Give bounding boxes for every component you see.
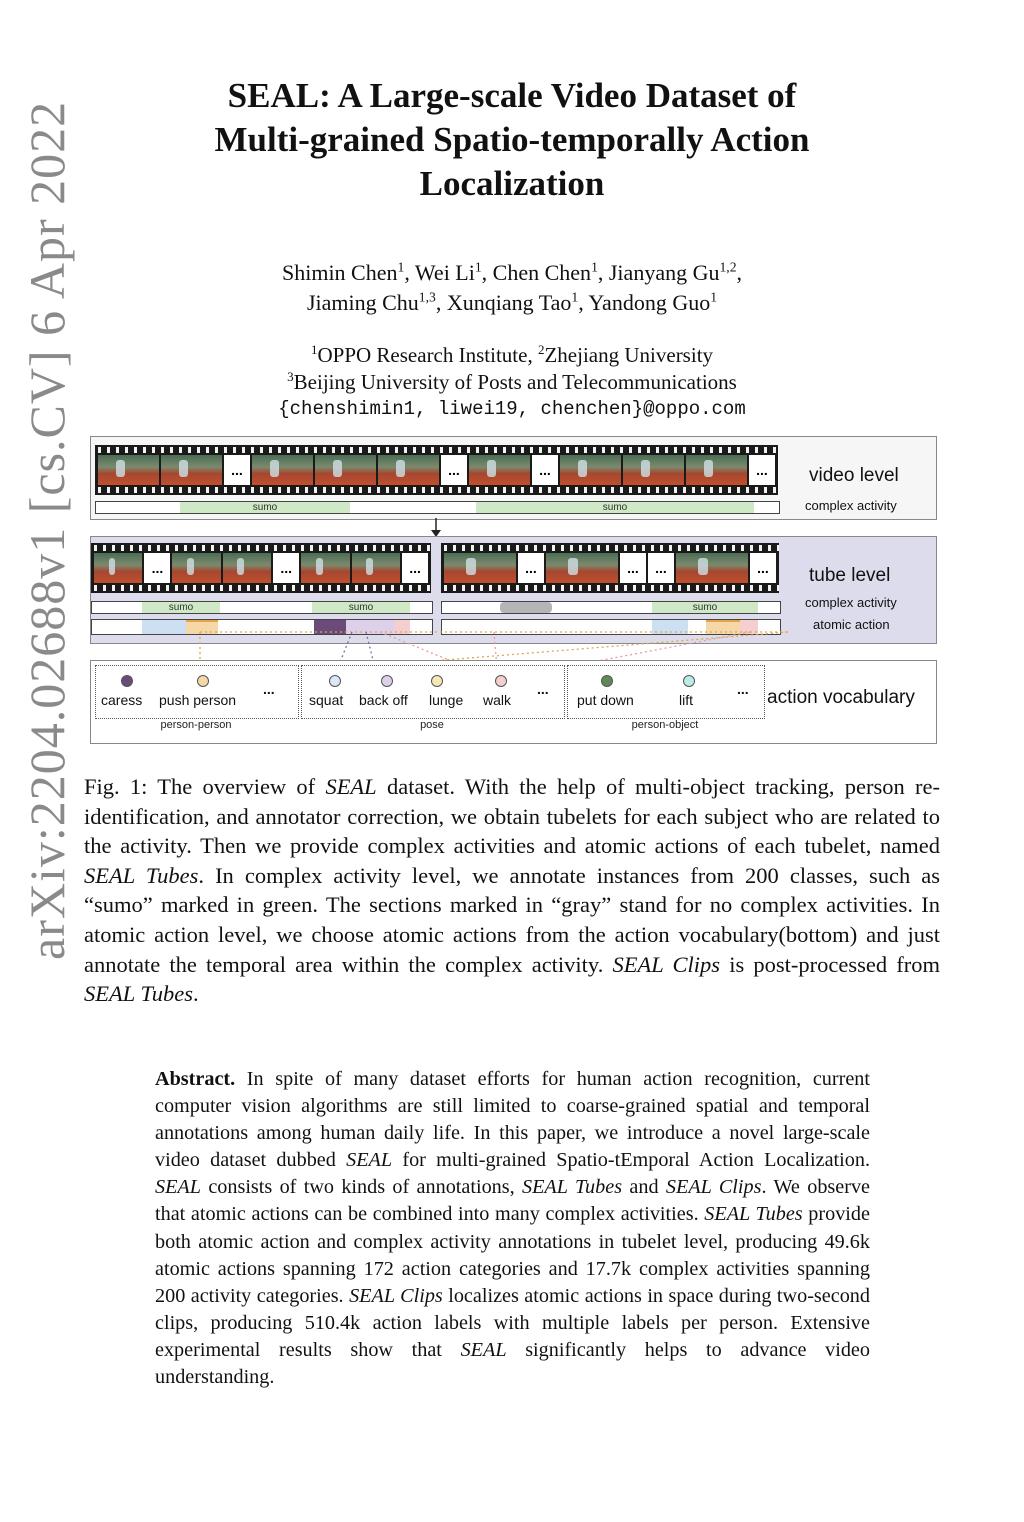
abstract [155, 1066, 870, 1391]
squat-dot-icon [329, 675, 341, 687]
caption-text: Fig. 1: The overview of [84, 774, 326, 799]
author-name: Jiaming Chu [306, 290, 419, 315]
caption-emph: SEAL [325, 774, 377, 799]
tube-level-sub-complex: complex activity [805, 595, 897, 610]
caption-text: dataset. With the help of multi-object tracking, person re-identification, and annotator correction, we obtain tubelets for each subject who are related to the activity. Then we provide complex activities and atomic actions of each tubelet, named [84, 774, 940, 859]
abstract-emph: SEAL Clips [665, 1176, 762, 1199]
author-name: Yandong Guo [588, 290, 711, 315]
action-vocabulary-panel [90, 660, 937, 744]
affiliation-3: Beijing University of Posts and Telecommunications [293, 370, 737, 394]
overview-figure [88, 434, 938, 746]
vocab-item: caress [101, 692, 143, 708]
abstract-text: localizes atomic actions in space during two-second clips, producing 510.4k action labels with multiple labels per person. Extensive experimental results show that [155, 1284, 870, 1361]
caption-emph: SEAL Clips [612, 951, 721, 977]
author-list: Shimin Chen$^1$, Wei Li$^1$, Chen Chen$^1$, Jianyang Gu$^{1,2}$, Jiaming Chu$^{1,3}$, Xunqiang Tao$^1$, Yandong Guo$^1$ [281, 259, 742, 315]
paper-title [120, 74, 904, 206]
vocab-item: walk [483, 692, 512, 708]
ellipsis-frame: ... [144, 553, 170, 583]
ellipsis-frame: ... [749, 455, 775, 485]
tube-level-title: tube level [809, 565, 891, 586]
push-person-dot-icon [197, 675, 209, 687]
vocab-ellipsis: ... [537, 681, 549, 697]
author-affil-mark: 1 [474, 259, 482, 275]
vocab-item: put down [577, 692, 634, 708]
author-name: Jianyang Gu [608, 260, 720, 285]
vocab-group-name: person-object [631, 719, 699, 731]
vocab-item: squat [309, 692, 344, 708]
abstract-text: In spite of many dataset efforts for human action recognition, current computer vision algorithms are still limited to coarse-grained spatial and temporal annotations among human daily life. In this paper, we introduce a novel large-scale video dataset dubbed [155, 1068, 870, 1172]
title-line-3: Localization [419, 164, 605, 203]
put-down-dot-icon [601, 675, 613, 687]
affil-mark: 3 [287, 369, 294, 384]
caption-text: . In complex activity level, we annotate instances from 200 classes, such as “sumo” marked in green. The sections marked in “gray” stand for no complex activities. In atomic action level, we choose atomic actions from the action vocabulary(bottom) and just annotate the temporal area within the complex activity. [84, 862, 941, 977]
video-level-sub: complex activity [805, 498, 897, 513]
tube-level-sub-atomic: atomic action [813, 617, 890, 632]
affiliation-1: OPPO Research Institute, [317, 343, 538, 367]
caption-emph: SEAL Tubes [84, 981, 193, 1007]
abstract-emph: SEAL Tubes [704, 1203, 803, 1226]
author-emails: {chenshimin1, liwei19, chenchen}@oppo.com [278, 398, 746, 420]
affiliations [120, 342, 904, 423]
abstract-text: provide both atomic action and complex activity annotations in tubelet level, producing 49.6k atomic actions spanning 172 action categories and 17.7k complex activities spanning 200 activity categories. [155, 1203, 870, 1307]
arxiv-stamp: arXiv:2204.02688v1 [cs.CV] 6 Apr 2022 [19, 100, 75, 960]
vocab-item: back off [359, 692, 408, 708]
walk-dot-icon [495, 675, 507, 687]
author-name: Wei Li [414, 260, 475, 285]
author-affil-mark: 1 [591, 259, 598, 275]
author-affil-mark: 1 [397, 259, 405, 275]
sumo-segment: sumo [476, 502, 754, 513]
sumo-segment: sumo [312, 602, 410, 613]
figure-caption [84, 772, 940, 1009]
abstract-text: significantly helps to advance video understanding. [155, 1338, 870, 1389]
author-name: Shimin Chen [281, 260, 398, 285]
abstract-emph: SEAL Tubes [522, 1176, 623, 1199]
sumo-segment: sumo [180, 502, 350, 513]
ellipsis-frame: ... [648, 553, 674, 583]
abstract-emph: SEAL Clips [349, 1284, 443, 1307]
abstract-emph: SEAL [346, 1149, 393, 1172]
caption-emph: SEAL Tubes [84, 862, 199, 888]
abstract-text: . We observe that atomic actions can be combined into many complex activities. [155, 1176, 870, 1226]
author-affil-mark: 1,3 [418, 289, 436, 305]
affil-mark: 1 [310, 342, 318, 357]
ellipsis-frame: ... [532, 455, 558, 485]
ellipsis-frame: ... [620, 553, 646, 583]
abstract-emph: SEAL [460, 1338, 507, 1361]
vocab-group-name: pose [420, 719, 444, 731]
lunge-dot-icon [431, 675, 443, 687]
author-affil-mark: 1 [710, 289, 718, 305]
vocabulary-title: action vocabulary [767, 687, 915, 708]
video-level-title: video level [809, 465, 899, 486]
abstract-heading: Abstract. [155, 1068, 236, 1090]
vocab-item: lunge [429, 692, 464, 708]
vocab-ellipsis: ... [737, 681, 749, 697]
lift-dot-icon [683, 675, 695, 687]
ellipsis-frame: ... [402, 553, 428, 583]
author-name: Xunqiang Tao [446, 290, 572, 315]
abstract-text: for multi-grained Spatio-tEmporal Action Localization. [392, 1149, 871, 1172]
title-line-2: Multi-grained Spatio-temporally Action [214, 120, 810, 159]
affil-mark: 2 [537, 342, 545, 357]
vocab-group-name: person-person [160, 719, 232, 731]
vocab-item: lift [679, 692, 693, 708]
abstract-emph: SEAL [155, 1176, 201, 1199]
caress-dot-icon [121, 675, 133, 687]
ellipsis-frame: ... [518, 553, 544, 583]
title-line-1: SEAL: A Large-scale Video Dataset of [227, 76, 797, 115]
abstract-text: consists of two kinds of annotations, [200, 1176, 522, 1199]
vocab-ellipsis: ... [263, 681, 275, 697]
ellipsis-frame: ... [750, 553, 776, 583]
ellipsis-frame: ... [224, 455, 250, 485]
back-off-dot-icon [381, 675, 393, 687]
sumo-segment: sumo [652, 602, 758, 613]
caption-text: is post-processed from [720, 951, 940, 977]
vocab-item: push person [159, 692, 237, 708]
author-affil-mark: 1 [571, 289, 579, 305]
caption-text: . [192, 981, 199, 1007]
author-affil-mark: 1,2 [719, 259, 737, 275]
ellipsis-frame: ... [273, 553, 299, 583]
ellipsis-frame: ... [441, 455, 467, 485]
sumo-segment: sumo [142, 602, 220, 613]
abstract-text: and [622, 1176, 666, 1199]
affiliation-2: Zhejiang University [544, 343, 714, 367]
author-name: Chen Chen [492, 260, 592, 285]
